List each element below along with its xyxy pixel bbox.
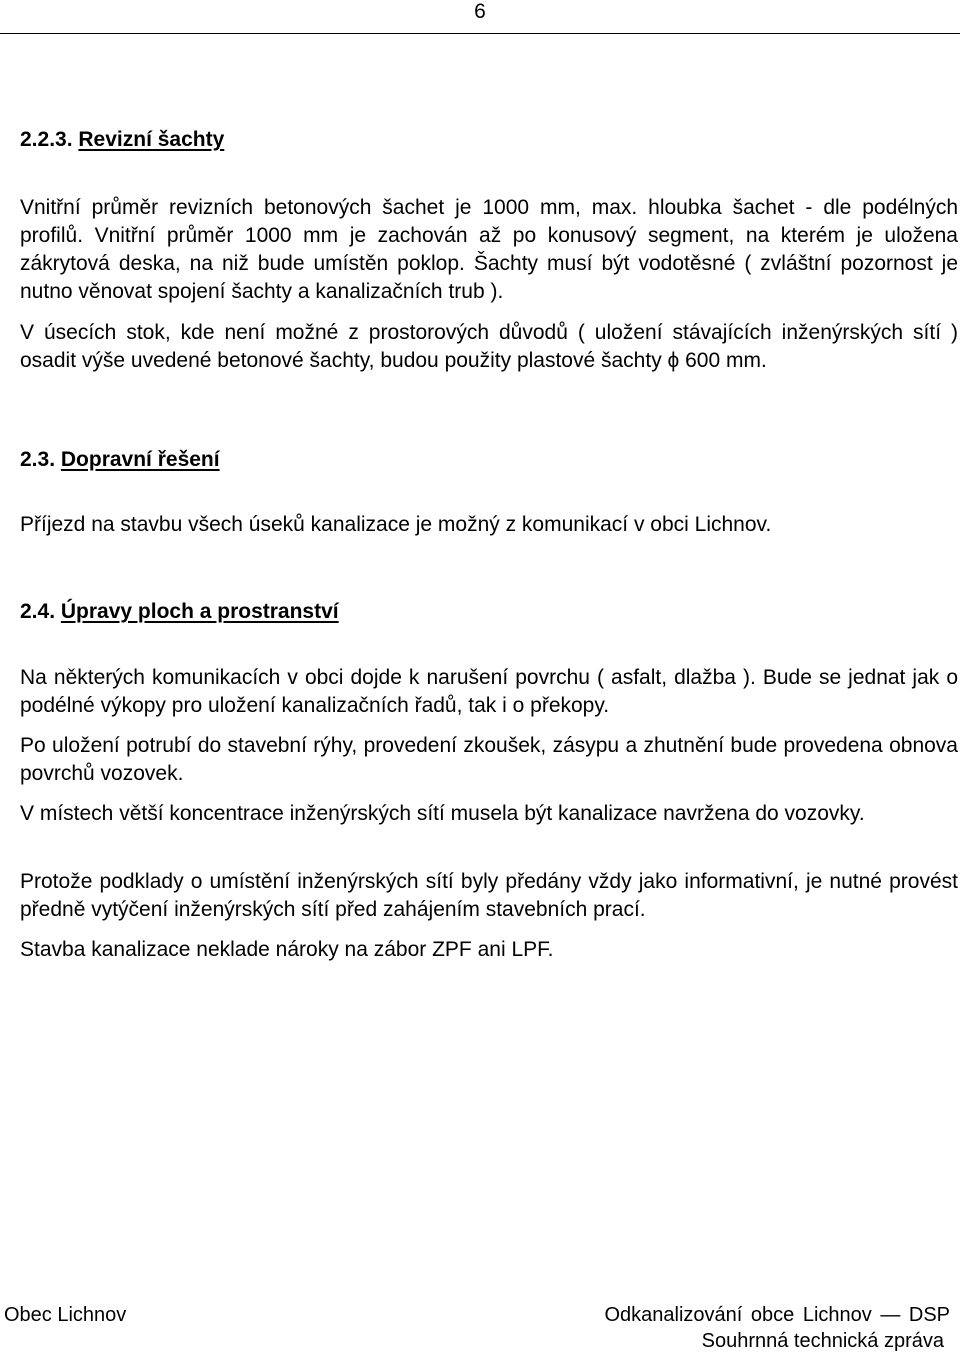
section-heading-2-2-3 bbox=[20, 126, 224, 154]
footer-project-title: Odkanalizování obce Lichnov — DSP bbox=[604, 1304, 950, 1326]
footer-document-type: Souhrnná technická zpráva bbox=[701, 1330, 944, 1352]
paragraph-plastic-shafts: V úsecích stok, kde není možné z prostorových důvodů ( uložení stávajících inženýrských sítí ) osadit výše uvedené betonové šachty, budou použity plastové šachty ϕ 600 mm. bbox=[20, 321, 958, 372]
paragraph-network-concentration: V místech větší koncentrace inženýrských sítí musela být kanalizace navržena do vozovky. bbox=[20, 802, 865, 825]
page-number: 6 bbox=[474, 0, 486, 23]
section-number: 2.4. bbox=[20, 600, 56, 623]
paragraph-surface-restoration: Po uložení potrubí do stavební rýhy, provedení zkoušek, zásypu a zhutnění bude provedena obnova povrchů vozovek. bbox=[20, 734, 958, 785]
section-title: Úpravy ploch a prostranství bbox=[60, 600, 339, 623]
paragraph-network-survey: Protože podklady o umístění inženýrských sítí byly předány vždy jako informativní, je nutné provést předně vytýčení inženýrských sítí před zahájením stavebních prací. bbox=[20, 870, 958, 921]
section-heading-2-4 bbox=[20, 598, 339, 626]
paragraph-land-use: Stavba kanalizace neklade nároky na zábor ZPF ani LPF. bbox=[20, 938, 554, 961]
header-divider bbox=[0, 33, 960, 34]
paragraph-road-disruption: Na některých komunikacích v obci dojde k narušení povrchu ( asfalt, dlažba ). Bude se jednat jak o podélné výkopy pro uložení kanalizačních řadů, tak i o překopy. bbox=[20, 666, 958, 717]
footer-municipality: Obec Lichnov bbox=[4, 1304, 127, 1326]
section-title: Dopravní řešení bbox=[60, 448, 220, 471]
paragraph-shaft-diameter: Vnitřní průměr revizních betonových šachet je 1000 mm, max. hloubka šachet - dle podélných profilů. Vnitřní průměr 1000 mm je zachován až po konusový segment, na kterém je uložena zákrytová deska, na niž bude umístěn poklop. Šachty musí být vodotěsné ( zvláštní pozornost je nutno věnovat spojení šachty a kanalizačních trub ). bbox=[20, 196, 958, 303]
section-title: Revizní šachty bbox=[78, 128, 225, 151]
section-number: 2.2.3. bbox=[20, 128, 73, 151]
paragraph-access: Příjezd na stavbu všech úseků kanalizace je možný z komunikací v obci Lichnov. bbox=[20, 513, 772, 536]
section-heading-2-3 bbox=[20, 446, 220, 474]
section-number: 2.3. bbox=[20, 448, 56, 471]
